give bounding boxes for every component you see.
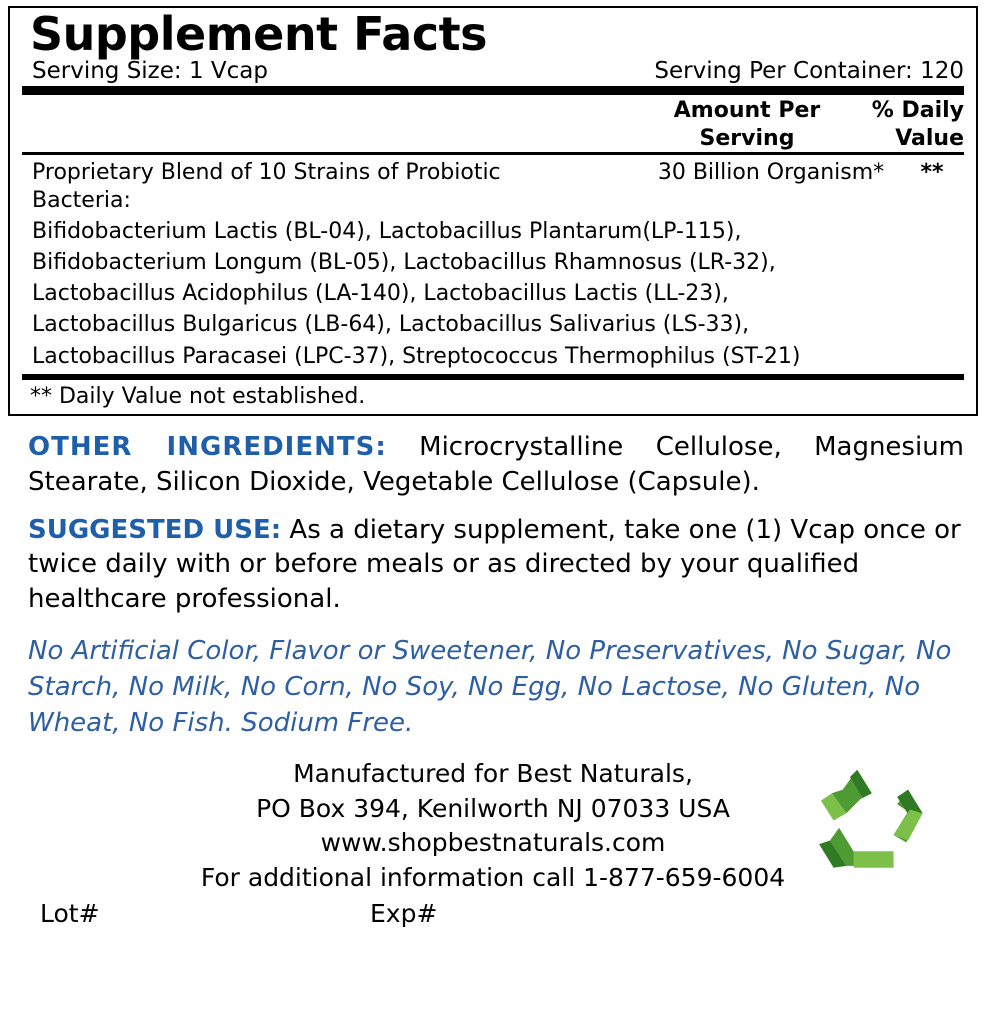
proprietary-blend-amount: 30 Billion Organism* xyxy=(657,160,885,186)
other-ingredients-paragraph xyxy=(28,430,964,499)
column-header-dv-line2: Value xyxy=(895,125,964,151)
manufacturer-name: Manufactured for Best Naturals, xyxy=(293,759,693,789)
servings-per-container: Serving Per Container: 120 xyxy=(654,58,964,85)
expiry-field: Exp# xyxy=(370,899,438,929)
strain-line: Lactobacillus Paracasei (LPC-37), Streptococcus Thermophilus (ST-21) xyxy=(32,343,801,369)
column-header-daily-value xyxy=(852,97,964,152)
serving-size: Serving Size: 1 Vcap xyxy=(32,58,268,85)
supplement-label-page xyxy=(0,6,986,1030)
column-headers xyxy=(20,95,966,152)
daily-value-footnote: ** Daily Value not established. xyxy=(30,383,366,409)
label-body xyxy=(0,430,986,741)
strain-line: Lactobacillus Bulgaricus (LB-64), Lactobacillus Salivarius (LS-33), xyxy=(32,312,750,338)
strain-line: Bifidobacterium Longum (BL-05), Lactobacillus Rhamnosus (LR-32), xyxy=(32,249,776,275)
divider-thick-top xyxy=(22,86,964,95)
lot-number-field: Lot# xyxy=(40,899,100,929)
supplement-facts-title: Supplement Facts xyxy=(30,7,487,61)
other-ingredients-text: Microcrystalline Cellulose, Magnesium Stearate, Silicon Dioxide, Vegetable Cellulose (Capsule). xyxy=(28,432,965,497)
suggested-use-label: SUGGESTED USE: xyxy=(28,514,282,545)
proprietary-blend-daily-value: ** xyxy=(920,160,944,186)
column-header-dv-line1: % Daily xyxy=(871,98,964,124)
proprietary-blend-row xyxy=(20,155,966,215)
blend-name-line2: Bacteria: xyxy=(32,188,131,214)
column-header-amount xyxy=(642,97,852,152)
other-ingredients-label: OTHER INGREDIENTS: xyxy=(28,432,387,463)
column-header-amount-line2: Serving xyxy=(699,125,795,151)
strain-list xyxy=(20,216,966,374)
manufacturer-website[interactable]: www.shopbestnaturals.com xyxy=(320,828,666,858)
column-header-amount-line1: Amount Per xyxy=(673,98,821,124)
strain-line: Bifidobacterium Lactis (BL-04), Lactobacillus Plantarum(LP-115), xyxy=(32,218,742,244)
free-from-claims: No Artificial Color, Flavor or Sweetener, No Preservatives, No Sugar, No Starch, No Milk, No Corn, No Soy, No Egg, No Lactose, No Gluten, No Wheat, No Fish. Sodium Free. xyxy=(28,635,952,738)
manufacturer-address: PO Box 394, Kenilworth NJ 07033 USA xyxy=(256,793,730,823)
suggested-use-text: As a dietary supplement, take one (1) Vcap once or twice daily with or before meals or as directed by your qualified healthcare professional. xyxy=(28,514,961,614)
manufacturer-footer xyxy=(0,757,986,932)
suggested-use-paragraph xyxy=(28,513,964,616)
serving-info-row xyxy=(32,58,964,84)
supplement-facts-panel xyxy=(8,6,978,416)
lot-exp-row xyxy=(22,897,964,932)
strain-line: Lactobacillus Acidophilus (LA-140), Lactobacillus Lactis (LL-23), xyxy=(32,281,729,307)
blend-name-line1: Proprietary Blend of 10 Strains of Probiotic xyxy=(32,160,501,186)
recycle-icon xyxy=(804,757,954,875)
proprietary-blend-name xyxy=(32,159,642,215)
manufacturer-phone: For additional information call 1-877-659-6004 xyxy=(200,862,786,892)
